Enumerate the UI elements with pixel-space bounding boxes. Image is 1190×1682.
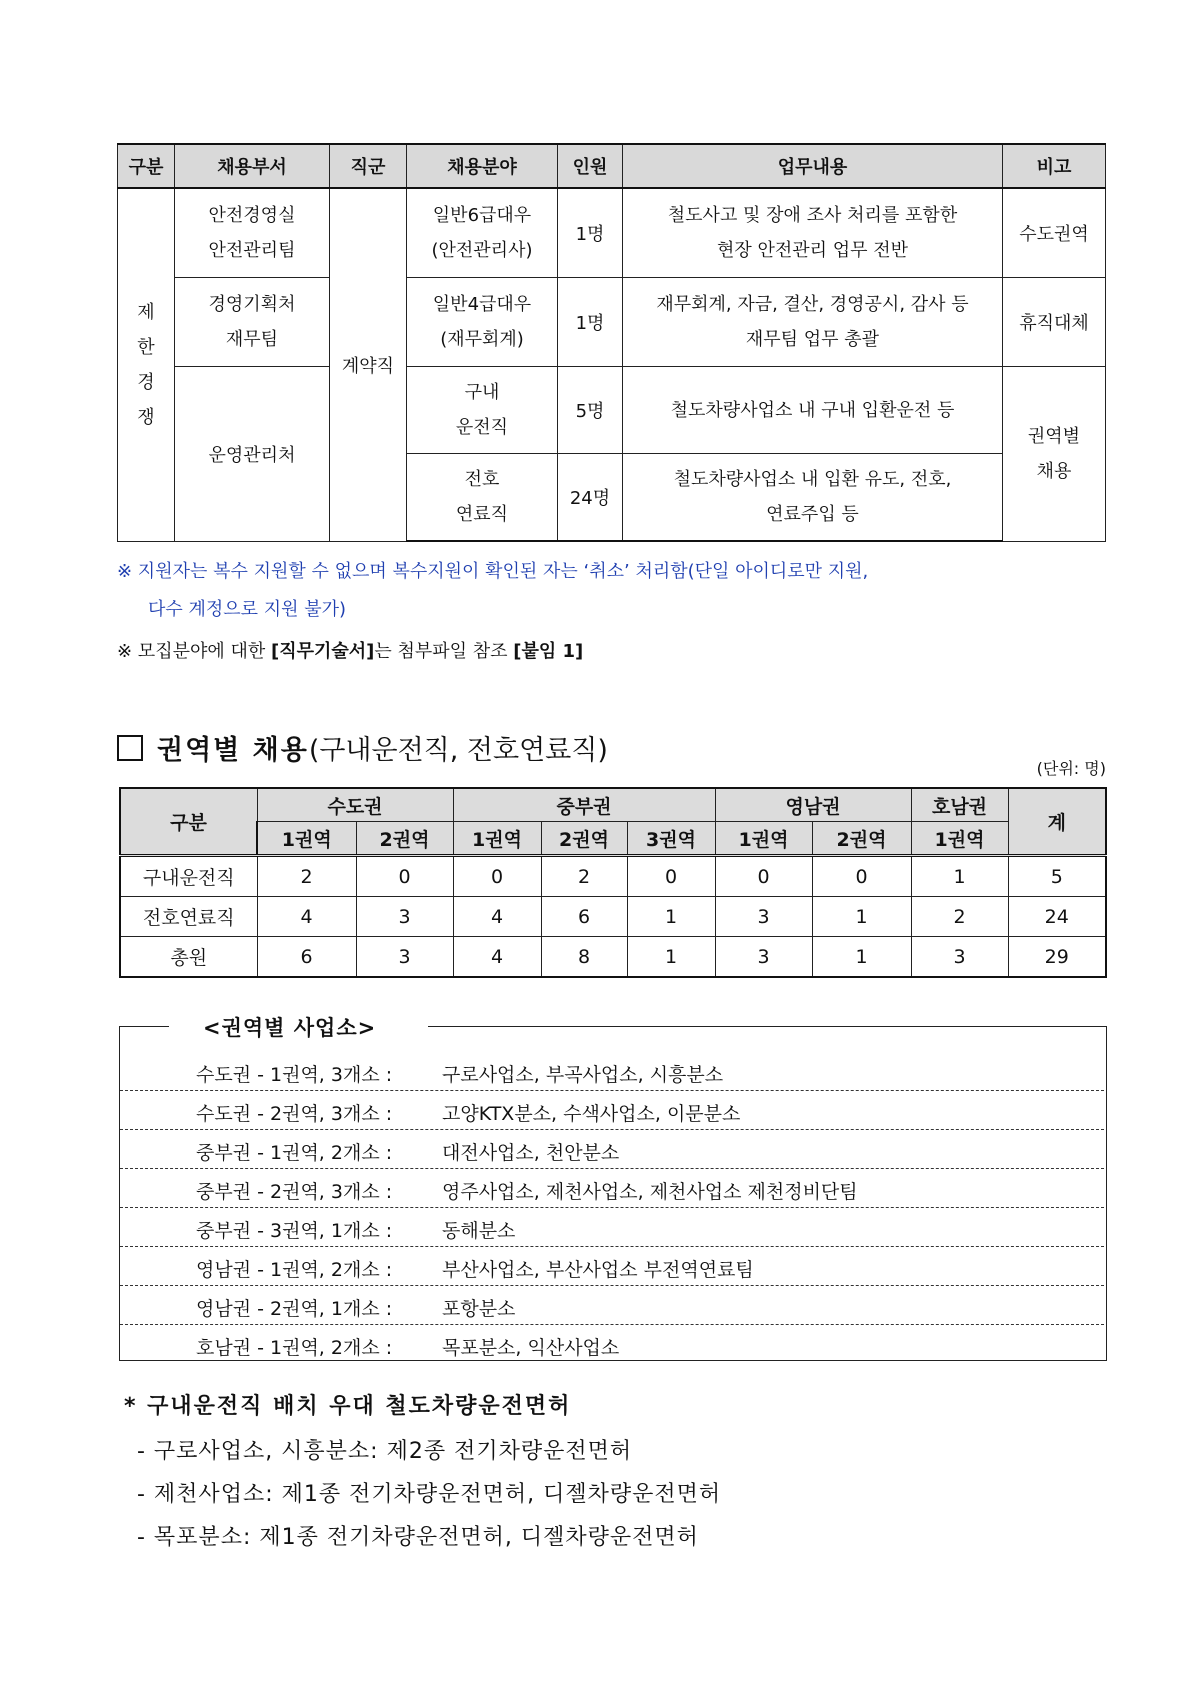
section-subtitle: (구내운전직, 전호연료직): [308, 735, 608, 766]
value-cell: 6: [257, 937, 356, 978]
job-group-cell: 계약직: [330, 188, 407, 541]
remark-cell: 휴직대체: [1003, 278, 1106, 367]
table-row: [118, 367, 1106, 454]
value-cell: 0: [453, 856, 541, 897]
value-cell: 0: [627, 856, 715, 897]
remark-cell: 수도권역: [1003, 188, 1106, 278]
value-cell: 1: [911, 856, 1008, 897]
total-cell: 29: [1008, 937, 1106, 978]
header-field: 채용분야: [407, 144, 558, 188]
sites-box-top-left: [119, 1026, 169, 1027]
table-row: [120, 897, 1106, 937]
subregion-header: 1권역: [257, 822, 356, 856]
list-item: 영남권 - 2권역, 1개소 : 포항분소: [120, 1286, 1104, 1325]
count-cell: 1명: [558, 188, 623, 278]
value-cell: 0: [715, 856, 812, 897]
region-header-row: [120, 788, 1106, 822]
list-item: 수도권 - 2권역, 3개소 : 고양KTX분소, 수색사업소, 이문분소: [120, 1091, 1104, 1130]
value-cell: 8: [541, 937, 627, 978]
header-remark: 비고: [1003, 144, 1106, 188]
table-row: [120, 937, 1106, 978]
header-count: 인원: [558, 144, 623, 188]
region-header: 호남권: [911, 788, 1008, 822]
list-item: 수도권 - 1권역, 3개소 : 구로사업소, 부곡사업소, 시흥분소: [120, 1052, 1104, 1091]
license-heading: * 구내운전직 배치 우대 철도차량운전면허: [124, 1394, 572, 1419]
subregion-header: 2권역: [356, 822, 453, 856]
list-item: 중부권 - 1권역, 2개소 : 대전사업소, 천안분소: [120, 1130, 1104, 1169]
duty-cell: 철도사고 및 장애 조사 처리를 포함한 현장 안전관리 업무 전반: [623, 188, 1003, 278]
field-cell: 일반4급대우 (재무회계): [407, 278, 558, 367]
region-header: 중부권: [453, 788, 715, 822]
value-cell: 3: [715, 897, 812, 937]
header-category: 구분: [118, 144, 175, 188]
field-cell: 일반6급대우 (안전관리사): [407, 188, 558, 278]
value-cell: 3: [356, 937, 453, 978]
license-item: - 구로사업소, 시흥분소: 제2종 전기차량운전면허: [137, 1439, 633, 1464]
value-cell: 2: [541, 856, 627, 897]
category-cell: 제 한 경 쟁: [118, 188, 175, 541]
job-description-note: ※ 모집분야에 대한 [직무기술서]는 첨부파일 참조 [붙임 1]: [117, 641, 584, 662]
header-duty: 업무내용: [623, 144, 1003, 188]
table-row: [118, 188, 1106, 278]
value-cell: 4: [453, 937, 541, 978]
region-table: [119, 787, 1107, 978]
subregion-header: 1권역: [453, 822, 541, 856]
region-header: 수도권: [257, 788, 453, 822]
license-item: - 목포분소: 제1종 전기차량운전면허, 디젤차량운전면허: [137, 1525, 699, 1550]
value-cell: 2: [911, 897, 1008, 937]
field-cell: 전호 연료직: [407, 454, 558, 542]
count-cell: 1명: [558, 278, 623, 367]
value-cell: 4: [453, 897, 541, 937]
row-label: 전호연료직: [120, 897, 257, 937]
header-dept: 채용부서: [175, 144, 330, 188]
total-cell: 5: [1008, 856, 1106, 897]
dept-cell: 경영기획처 재무팀: [175, 278, 330, 367]
list-item: 호남권 - 1권역, 2개소 : 목포분소, 익산사업소: [196, 1337, 620, 1359]
list-item: 중부권 - 3권역, 1개소 : 동해분소: [120, 1208, 1104, 1247]
total-cell: 24: [1008, 897, 1106, 937]
count-cell: 24명: [558, 454, 623, 542]
duty-cell: 철도차량사업소 내 구내 입환운전 등: [623, 367, 1003, 454]
dept-cell: 운영관리처: [175, 367, 330, 542]
subregion-header: 3권역: [627, 822, 715, 856]
dept-cell: 안전경영실 안전관리팀: [175, 188, 330, 278]
unit-label: (단위: 명): [1036, 759, 1106, 778]
row-label: 총원: [120, 937, 257, 978]
section-heading: [117, 728, 608, 767]
subregion-header: 1권역: [911, 822, 1008, 856]
duplicate-apply-note-cont: 다수 계정으로 지원 불가): [148, 599, 347, 620]
value-cell: 3: [911, 937, 1008, 978]
value-cell: 1: [812, 897, 911, 937]
subregion-header: 1권역: [715, 822, 812, 856]
table-row: [120, 856, 1106, 897]
table-row: [118, 278, 1106, 367]
region-corner: 구분: [120, 788, 257, 856]
list-item: 영남권 - 1권역, 2개소 : 부산사업소, 부산사업소 부전역연료팀: [120, 1247, 1104, 1286]
sites-box-top-right: [428, 1026, 1106, 1027]
value-cell: 0: [812, 856, 911, 897]
list-item: 중부권 - 2권역, 3개소 : 영주사업소, 제천사업소, 제천사업소 제천정비단팀: [120, 1169, 1104, 1208]
sites-title: <권역별 사업소>: [203, 1016, 377, 1040]
value-cell: 1: [627, 937, 715, 978]
value-cell: 2: [257, 856, 356, 897]
region-header: 영남권: [715, 788, 911, 822]
value-cell: 3: [715, 937, 812, 978]
value-cell: 4: [257, 897, 356, 937]
value-cell: 3: [356, 897, 453, 937]
subregion-header: 2권역: [541, 822, 627, 856]
duty-cell: 철도차량사업소 내 입환 유도, 전호, 연료주입 등: [623, 454, 1003, 542]
count-cell: 5명: [558, 367, 623, 454]
remark-cell: 권역별 채용: [1003, 367, 1106, 542]
total-header: 계: [1008, 788, 1106, 856]
subregion-header: 2권역: [812, 822, 911, 856]
header-job-group: 직군: [330, 144, 407, 188]
value-cell: 1: [812, 937, 911, 978]
value-cell: 0: [356, 856, 453, 897]
license-item: - 제천사업소: 제1종 전기차량운전면허, 디젤차량운전면허: [137, 1482, 722, 1507]
value-cell: 1: [627, 897, 715, 937]
duty-cell: 재무회계, 자금, 결산, 경영공시, 감사 등 재무팀 업무 총괄: [623, 278, 1003, 367]
field-cell: 구내 운전직: [407, 367, 558, 454]
recruitment-table: [117, 143, 1106, 542]
duplicate-apply-note: ※ 지원자는 복수 지원할 수 없으며 복수지원이 확인된 자는 ‘취소’ 처리함(단일 아이디로만 지원,: [117, 561, 869, 582]
section-title: 권역별 채용: [157, 735, 309, 766]
checkbox-square-icon: [117, 735, 143, 761]
row-label: 구내운전직: [120, 856, 257, 897]
subregion-header-row: [120, 822, 1106, 856]
table-header-row: [118, 144, 1106, 188]
value-cell: 6: [541, 897, 627, 937]
